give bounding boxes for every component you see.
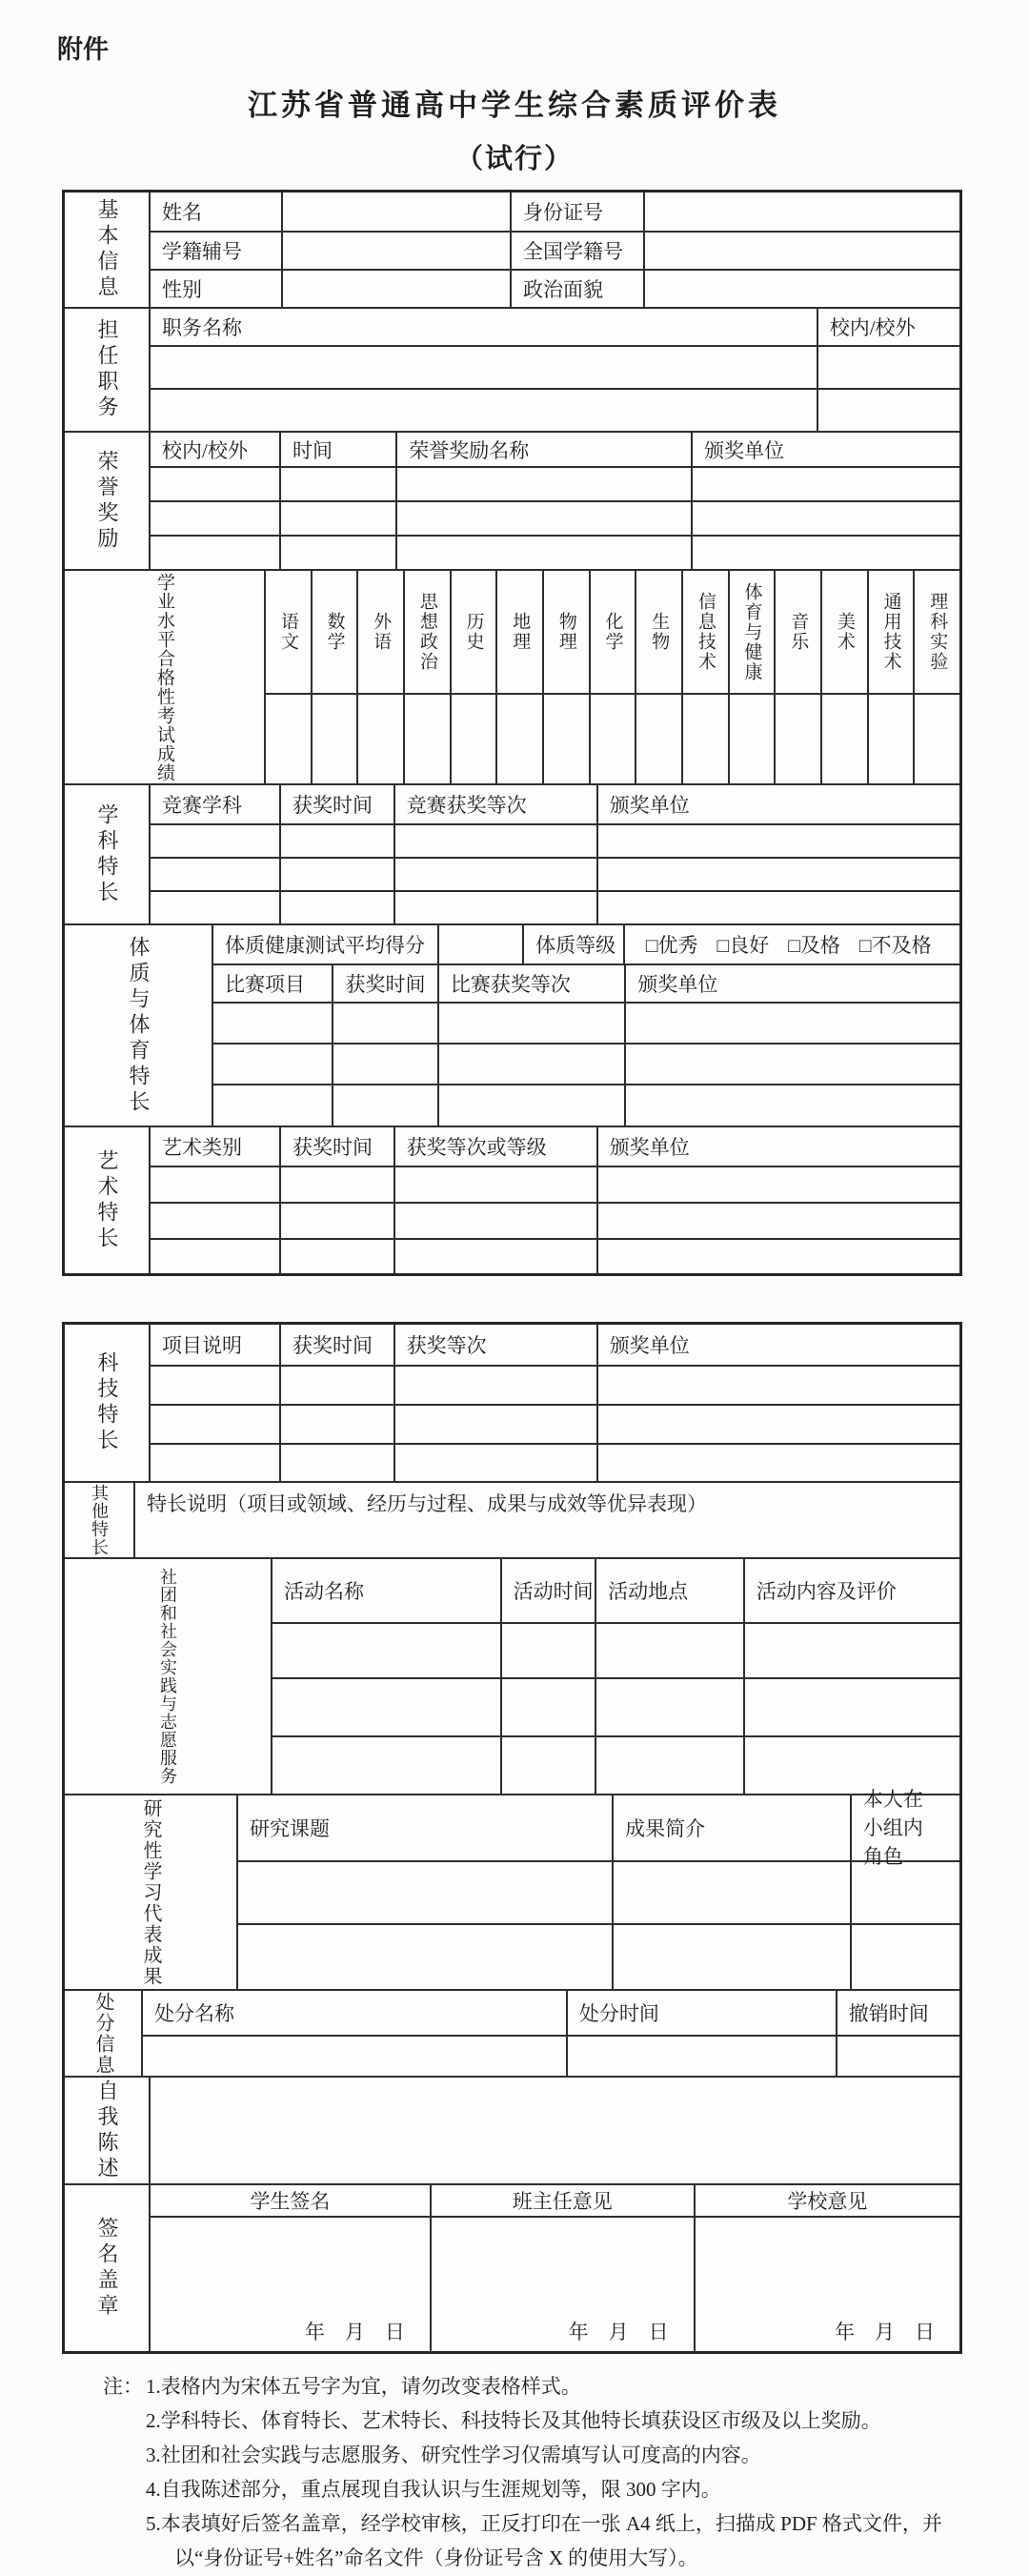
cell-empty bbox=[151, 1445, 279, 1481]
field-label-gender: 性别 bbox=[162, 278, 202, 301]
table-row bbox=[213, 1002, 959, 1043]
cell-empty bbox=[279, 502, 395, 535]
subject-header: 生物 bbox=[635, 571, 681, 693]
column-header: 获奖等次 bbox=[393, 1325, 596, 1365]
section-positions bbox=[65, 307, 959, 431]
cell-empty bbox=[596, 825, 959, 857]
field-value-national-student-id bbox=[643, 233, 959, 269]
fitness-avg-score-label: 体质健康测试平均得分 bbox=[225, 934, 425, 957]
cell-empty bbox=[356, 695, 403, 783]
column-header: 获奖时间 bbox=[332, 965, 436, 1002]
cell-empty bbox=[743, 1679, 959, 1735]
cell-empty bbox=[393, 892, 596, 923]
cell-empty bbox=[437, 1045, 625, 1084]
cell-empty bbox=[151, 825, 279, 857]
cell-empty bbox=[867, 695, 914, 783]
cell-empty bbox=[279, 1406, 393, 1443]
table-row bbox=[266, 693, 959, 783]
column-header: 获奖时间 bbox=[279, 1127, 393, 1166]
cell-empty bbox=[151, 1204, 279, 1238]
cell-empty bbox=[596, 1204, 959, 1238]
note-prefix: 注： bbox=[103, 2375, 143, 2398]
field-value-name bbox=[281, 193, 510, 231]
section-discipline bbox=[65, 1989, 959, 2076]
note-item: 3.社团和社会实践与志愿服务、研究性学习仅需填写认可度高的内容。 bbox=[146, 2444, 761, 2466]
cell-empty bbox=[595, 1624, 743, 1677]
subject-header: 物理 bbox=[542, 571, 589, 693]
table-row bbox=[151, 2078, 959, 2183]
section-label-text: 基本信息 bbox=[95, 198, 119, 301]
cell-empty bbox=[279, 825, 393, 857]
note-line bbox=[103, 2369, 970, 2404]
grade-option-good: □良好 bbox=[716, 934, 770, 957]
cell-empty bbox=[151, 347, 817, 388]
table-row bbox=[213, 1084, 959, 1126]
cell-empty bbox=[332, 1004, 436, 1043]
subject-header: 理科实验 bbox=[913, 571, 959, 693]
cell-empty bbox=[612, 1862, 850, 1923]
section-label-honors bbox=[65, 433, 151, 569]
self-statement-area bbox=[151, 2078, 959, 2183]
section-honors bbox=[65, 431, 959, 569]
cell-empty bbox=[151, 537, 279, 569]
cell-empty bbox=[612, 1925, 850, 1989]
section-label-basic-info bbox=[65, 193, 151, 307]
cell-empty bbox=[393, 1204, 596, 1238]
header-row bbox=[151, 433, 959, 466]
section-label-tech bbox=[65, 1325, 151, 1481]
table-row bbox=[151, 535, 959, 569]
column-header: 颁奖单位 bbox=[596, 1325, 959, 1365]
cell-empty bbox=[836, 2037, 959, 2076]
section-label-text: 学业水平合格性考试成绩 bbox=[154, 572, 174, 782]
cell-empty bbox=[500, 1679, 595, 1735]
section-basic-info bbox=[65, 193, 959, 307]
section-subject-specialty bbox=[65, 783, 959, 923]
note-line bbox=[146, 2404, 970, 2438]
cell-empty bbox=[238, 1862, 612, 1923]
subject-header: 思想政治 bbox=[403, 571, 450, 693]
table-row bbox=[151, 1238, 959, 1273]
cell-empty bbox=[393, 1445, 596, 1481]
subject-header: 音乐 bbox=[774, 571, 820, 693]
column-header: 颁奖单位 bbox=[596, 1127, 959, 1166]
cell-empty bbox=[393, 1367, 596, 1404]
table-row bbox=[151, 857, 959, 890]
column-header-student-signature: 学生签名 bbox=[250, 2190, 331, 2213]
section-other-specialty bbox=[65, 1481, 959, 1557]
column-header: 处分名称 bbox=[154, 2002, 234, 2025]
column-header: 校内/校外 bbox=[817, 309, 959, 345]
student-signature-area bbox=[151, 2218, 430, 2351]
cell-empty bbox=[279, 1240, 393, 1273]
column-header: 成果简介 bbox=[612, 1795, 850, 1860]
column-header: 获奖时间 bbox=[279, 1325, 393, 1365]
cell-empty bbox=[279, 1204, 393, 1238]
table-row bbox=[151, 466, 959, 500]
column-header: 比赛项目 bbox=[225, 973, 305, 996]
cell-empty bbox=[850, 1925, 959, 1989]
cell-empty bbox=[691, 537, 959, 569]
cell-empty bbox=[311, 695, 357, 783]
cell-empty bbox=[395, 502, 691, 535]
cell-empty bbox=[238, 1925, 612, 1989]
section-label-academic-exam bbox=[65, 571, 266, 783]
cell-empty bbox=[332, 1085, 436, 1126]
cell-empty bbox=[393, 825, 596, 857]
subject-header: 化学 bbox=[589, 571, 636, 693]
cell-empty bbox=[743, 1624, 959, 1677]
field-label-id-number: 身份证号 bbox=[510, 193, 643, 231]
table-row bbox=[151, 500, 959, 535]
cell-empty bbox=[850, 1862, 959, 1923]
header-row bbox=[151, 1127, 959, 1166]
cell-empty bbox=[437, 1085, 625, 1126]
cell-empty bbox=[596, 1367, 959, 1404]
note-line bbox=[146, 2506, 970, 2575]
cell-empty bbox=[595, 1679, 743, 1735]
section-research bbox=[65, 1788, 959, 1989]
table-row bbox=[151, 1202, 959, 1238]
header-row bbox=[151, 309, 959, 345]
table-row bbox=[238, 1923, 959, 1989]
subject-header: 信息技术 bbox=[681, 571, 728, 693]
cell-empty bbox=[151, 468, 279, 500]
field-value-student-aux-id bbox=[281, 233, 510, 269]
attachment-label: 附件 bbox=[57, 35, 109, 64]
section-label-signature bbox=[65, 2185, 151, 2351]
cell-empty bbox=[279, 859, 393, 890]
field-label-national-student-id: 全国学籍号 bbox=[510, 233, 643, 269]
table-row bbox=[151, 231, 959, 269]
section-label-discipline bbox=[65, 1991, 143, 2076]
column-header-school-opinion: 学校意见 bbox=[694, 2185, 959, 2216]
cell-empty bbox=[393, 1406, 596, 1443]
table-row bbox=[151, 823, 959, 857]
cell-empty bbox=[279, 1167, 393, 1202]
section-academic-exam bbox=[65, 569, 959, 783]
other-specialty-description: 特长说明（项目或领域、经历与过程、成果与成效等优异表现） bbox=[147, 1492, 707, 1515]
note-line bbox=[146, 2438, 970, 2472]
section-label-text: 担任职务 bbox=[95, 318, 119, 421]
section-label-text: 处分信息 bbox=[92, 1991, 113, 2076]
cell-empty bbox=[495, 695, 542, 783]
section-art bbox=[65, 1126, 959, 1273]
cell-empty bbox=[596, 1167, 959, 1202]
table-row bbox=[151, 1365, 959, 1404]
column-header: 本人在小组内角色 bbox=[850, 1795, 959, 1860]
column-header: 颁奖单位 bbox=[624, 965, 959, 1002]
fitness-grade-options bbox=[623, 925, 959, 963]
table-row bbox=[151, 1443, 959, 1481]
cell-empty bbox=[395, 537, 691, 569]
cell-empty bbox=[817, 347, 959, 388]
cell-empty bbox=[596, 1406, 959, 1443]
column-header: 竞赛获奖等次 bbox=[393, 785, 596, 823]
section-label-research bbox=[65, 1795, 238, 1989]
cell-empty bbox=[691, 502, 959, 535]
note-item: 5.本表填好后签名盖章，经学校审核，正反打印在一张 A4 纸上，扫描成 PDF 格式文件，并以“身份证号+姓名”命名文件（身份证号含 X 的使用大写）。 bbox=[146, 2512, 942, 2569]
grade-option-fail: □不及格 bbox=[858, 934, 932, 957]
cell-empty bbox=[596, 892, 959, 923]
column-header: 颁奖单位 bbox=[596, 785, 959, 823]
cell-empty bbox=[151, 502, 279, 535]
column-header: 职务名称 bbox=[162, 316, 242, 339]
header-row bbox=[272, 1559, 959, 1622]
date-label: 年 月 日 bbox=[835, 2321, 935, 2343]
field-label-student-aux-id: 学籍辅号 bbox=[162, 240, 242, 263]
cell-empty bbox=[450, 695, 496, 783]
cell-empty bbox=[691, 468, 959, 500]
cell-empty bbox=[393, 1167, 596, 1202]
cell-empty bbox=[279, 537, 395, 569]
cell-empty bbox=[596, 1240, 959, 1273]
table-row bbox=[151, 1166, 959, 1202]
column-header: 活动时间 bbox=[500, 1559, 595, 1622]
cell-empty bbox=[266, 695, 311, 783]
cell-empty bbox=[820, 695, 867, 783]
cell-empty bbox=[151, 390, 817, 431]
section-label-text: 研究性学习代表成果 bbox=[140, 1797, 161, 1987]
cell-empty bbox=[596, 859, 959, 890]
cell-empty bbox=[817, 390, 959, 431]
section-community-service bbox=[65, 1557, 959, 1794]
note-line bbox=[146, 2472, 970, 2506]
section-label-text: 艺术特长 bbox=[95, 1148, 119, 1252]
cell-empty bbox=[595, 1737, 743, 1794]
cell-empty bbox=[213, 1045, 332, 1084]
table-row bbox=[151, 269, 959, 307]
cell-empty bbox=[728, 695, 775, 783]
subject-header: 数学 bbox=[311, 571, 357, 693]
cell-empty bbox=[542, 695, 589, 783]
cell-empty bbox=[279, 892, 393, 923]
section-physical bbox=[65, 923, 959, 1126]
column-header: 活动名称 bbox=[284, 1580, 364, 1603]
table-row bbox=[238, 1860, 959, 1923]
column-header: 艺术类别 bbox=[162, 1136, 242, 1159]
cell-empty bbox=[624, 1085, 959, 1126]
cell-empty bbox=[774, 695, 820, 783]
section-self-statement bbox=[65, 2076, 959, 2183]
header-row bbox=[151, 1325, 959, 1365]
subject-header: 语文 bbox=[277, 612, 298, 652]
cell-empty bbox=[566, 2037, 836, 2076]
table-row bbox=[272, 1677, 959, 1735]
header-row bbox=[151, 785, 959, 823]
field-value-political-status bbox=[643, 271, 959, 307]
date-label: 年 月 日 bbox=[568, 2321, 669, 2343]
section-label-subject-specialty bbox=[65, 785, 151, 923]
cell-empty bbox=[143, 2037, 566, 2076]
cell-empty bbox=[500, 1737, 595, 1794]
note-item: 4.自我陈述部分，重点展现自我认识与生涯规划等，限 300 字内。 bbox=[146, 2478, 721, 2501]
section-label-art bbox=[65, 1127, 151, 1273]
column-header: 获奖时间 bbox=[279, 785, 393, 823]
cell-empty bbox=[213, 1004, 332, 1043]
cell-empty bbox=[272, 1737, 500, 1794]
column-header: 校内/校外 bbox=[162, 438, 248, 462]
field-value-gender bbox=[281, 271, 510, 307]
cell-empty bbox=[624, 1004, 959, 1043]
cell-empty bbox=[151, 1367, 279, 1404]
section-label-text: 其他特长 bbox=[90, 1484, 109, 1556]
column-header: 荣誉奖励名称 bbox=[395, 433, 691, 466]
cell-empty bbox=[393, 859, 596, 890]
section-label-physical bbox=[65, 925, 213, 1126]
field-label-political-status: 政治面貌 bbox=[510, 271, 643, 307]
date-label: 年 月 日 bbox=[304, 2321, 405, 2343]
field-label-name: 姓名 bbox=[162, 201, 202, 224]
table-row bbox=[272, 1735, 959, 1794]
header-row bbox=[143, 1991, 959, 2035]
table-row bbox=[151, 193, 959, 231]
cell-empty bbox=[151, 859, 279, 890]
header-row bbox=[213, 963, 959, 1002]
column-header: 活动内容及评价 bbox=[743, 1559, 959, 1622]
table-row bbox=[143, 2035, 959, 2076]
table-row bbox=[151, 1404, 959, 1443]
table-row bbox=[272, 1622, 959, 1677]
fitness-score-row bbox=[213, 925, 959, 963]
column-header: 研究课题 bbox=[250, 1817, 330, 1840]
section-signature bbox=[65, 2183, 959, 2351]
cell-empty bbox=[395, 468, 691, 500]
column-header-teacher-opinion: 班主任意见 bbox=[430, 2185, 694, 2216]
section-label-text: 学科特长 bbox=[95, 802, 119, 906]
cell-empty bbox=[681, 695, 728, 783]
cell-empty bbox=[272, 1679, 500, 1735]
cell-empty bbox=[393, 1240, 596, 1273]
table-row bbox=[151, 890, 959, 923]
section-label-text: 荣誉奖励 bbox=[95, 449, 119, 553]
grade-option-excellent: □优秀 bbox=[645, 934, 698, 957]
column-header: 处分时间 bbox=[566, 1991, 836, 2035]
column-header: 颁奖单位 bbox=[691, 433, 959, 466]
table-row bbox=[135, 1483, 959, 1557]
cell-empty bbox=[332, 1045, 436, 1084]
signature-row bbox=[151, 2216, 959, 2351]
section-label-other-specialty bbox=[65, 1483, 135, 1557]
section-label-community-service bbox=[65, 1559, 272, 1794]
cell-empty bbox=[624, 1045, 959, 1084]
cell-empty bbox=[151, 1167, 279, 1202]
column-header: 获奖等次或等级 bbox=[393, 1127, 596, 1166]
page-title: 江苏省普通高中学生综合素质评价表 bbox=[248, 89, 781, 122]
cell-empty bbox=[500, 1624, 595, 1677]
subject-header: 体育与健康 bbox=[728, 571, 775, 693]
cell-empty bbox=[151, 1240, 279, 1273]
section-label-text: 签名盖章 bbox=[95, 2217, 119, 2320]
note-item: 2.学科特长、体育特长、艺术特长、科技特长及其他特长填获设区市级及以上奖励。 bbox=[146, 2409, 881, 2432]
table-row bbox=[213, 1043, 959, 1084]
subject-header: 美术 bbox=[820, 571, 867, 693]
cell-empty bbox=[279, 1445, 393, 1481]
note-item: 1.表格内为宋体五号字为宜，请勿改变表格样式。 bbox=[146, 2375, 581, 2398]
header-row bbox=[238, 1788, 959, 1868]
section-label-positions bbox=[65, 309, 151, 431]
fitness-grade-label: 体质等级 bbox=[522, 925, 623, 963]
column-header: 撤销时间 bbox=[836, 1991, 959, 2035]
form-sheet-2 bbox=[62, 1322, 962, 2354]
column-header: 项目说明 bbox=[162, 1334, 242, 1357]
header-row bbox=[266, 571, 959, 693]
cell-empty bbox=[437, 1004, 625, 1043]
cell-empty bbox=[635, 695, 681, 783]
field-value-id-number bbox=[643, 193, 959, 231]
cell-empty bbox=[403, 695, 450, 783]
subject-header: 通用技术 bbox=[867, 571, 914, 693]
page-subtitle: （试行） bbox=[454, 144, 574, 174]
section-label-self-statement bbox=[65, 2078, 151, 2183]
table-row bbox=[151, 388, 959, 431]
form-sheet-1 bbox=[62, 190, 962, 1276]
column-header: 比赛获奖等次 bbox=[437, 965, 625, 1002]
cell-empty bbox=[151, 892, 279, 923]
section-label-text: 社团和社会实践与志愿服务 bbox=[158, 1568, 177, 1785]
column-header: 活动地点 bbox=[595, 1559, 743, 1622]
subject-header: 外语 bbox=[356, 571, 403, 693]
column-header: 时间 bbox=[279, 433, 395, 466]
cell-empty bbox=[151, 1406, 279, 1443]
school-opinion-area bbox=[694, 2218, 959, 2351]
cell-empty bbox=[596, 1445, 959, 1481]
cell-empty bbox=[213, 1085, 332, 1126]
section-label-text: 体质与体育特长 bbox=[127, 935, 151, 1116]
section-label-text: 科技特长 bbox=[95, 1351, 119, 1454]
section-tech bbox=[65, 1325, 959, 1481]
header-row bbox=[151, 2185, 959, 2216]
subject-header: 历史 bbox=[450, 571, 496, 693]
subject-header: 地理 bbox=[495, 571, 542, 693]
teacher-opinion-area bbox=[430, 2218, 694, 2351]
cell-empty bbox=[279, 1367, 393, 1404]
cell-empty bbox=[279, 468, 395, 500]
fitness-avg-score-value bbox=[437, 925, 522, 963]
table-row bbox=[151, 345, 959, 388]
cell-empty bbox=[589, 695, 636, 783]
grade-option-pass: □及格 bbox=[788, 934, 840, 957]
cell-empty bbox=[913, 695, 959, 783]
footnotes bbox=[103, 2369, 970, 2575]
cell-empty bbox=[272, 1624, 500, 1677]
section-label-text: 自我陈述 bbox=[95, 2079, 119, 2182]
column-header: 竞赛学科 bbox=[162, 794, 242, 817]
